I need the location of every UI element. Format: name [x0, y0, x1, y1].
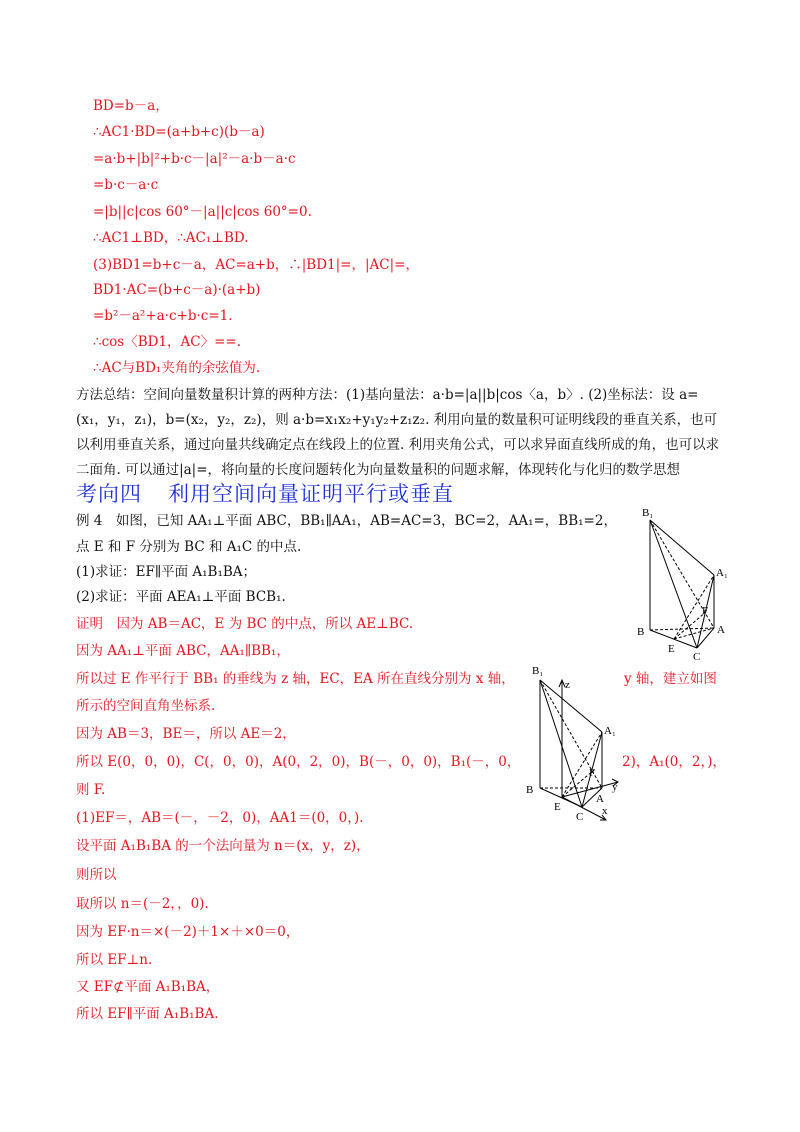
vertex-label-b1: B₁ — [642, 507, 654, 519]
text-line: =|b||c|cos 60°－|a||c|cos 60°=0. — [93, 204, 312, 220]
vertex-label-b1: B₁ — [532, 665, 544, 677]
proof-line: 所以 E(0，0，0)，C(，0，0)，A(0，2，0)，B(－，0，0)，B₁(－，0， — [76, 754, 521, 770]
method-summary: 方法总结：空间向量数量积计算的两种方法：(1)基向量法：a·b=|a||b|cos〈a，b〉. (2)坐标法：设 a=(x₁，y₁，z₁)，b=(x₂，y₂，z₂)，则 a·b=x₁x₂+y₁y₂+z₁z₂. 利用向量的数量积可证明线段的垂直关系，也可以利用垂直关系，通过向量共线确定点在线段上的位置. 利用夹角公式，可以求异面直线所成的角，也可以求二面角. 可以通过|a|=，将向量的长度问题转化为向量数量积的问题求解，体现转化与化归的数学思想 — [76, 387, 720, 478]
example-line: 例 4 如图，已知 AA₁⊥平面 ABC，BB₁∥AA₁，AB=AC=3，BC=2，AA₁=，BB₁=2， — [76, 513, 617, 529]
proof-line: 2)，A₁(0，2，)， — [622, 754, 726, 770]
example-line: 点 E 和 F 分别为 BC 和 A₁C 的中点. — [76, 539, 302, 555]
proof-line: 则 F. — [76, 782, 106, 798]
question-1: (1)求证：EF∥平面 A₁B₁BA； — [76, 564, 257, 580]
text-line: =a·b+|b|²+b·c－|a|²－a·b－a·c — [93, 151, 296, 167]
text-line: ∴AC1·BD=(a+b+c)(b－a) — [93, 124, 265, 140]
text-line: ∴AC1⊥BD，∴AC₁⊥BD. — [93, 230, 249, 246]
proof-line: 又 EF⊄平面 A₁B₁BA， — [76, 979, 220, 995]
geometry-figure-1 — [632, 500, 742, 665]
proof-line: 所以 EF∥平面 A₁B₁BA. — [76, 1006, 219, 1022]
vertex-label-c: C — [693, 651, 701, 663]
proof-line: 设平面 A₁B₁BA 的一个法向量为 n＝(x，y，z)， — [76, 838, 370, 854]
vertex-label-b: B — [526, 784, 534, 796]
proof-line: 因为 AB＝3，BE＝，所以 AE＝2， — [76, 726, 296, 742]
proof-line: 因为 EF·n＝×(－2)＋1×＋×0＝0， — [76, 924, 300, 940]
proof-line: 所示的空间直角坐标系. — [76, 698, 216, 714]
text-line: =b²－a²+a·c+b·c=1. — [93, 308, 233, 324]
vertex-label-a: A — [596, 793, 604, 805]
proof-line: 取所以 n＝(－2，，0). — [76, 896, 209, 912]
text-line: (3)BD1=b+c－a，AC=a+b，∴|BD1|=，|AC|=， — [93, 257, 419, 273]
vertex-label-a1: A₁ — [716, 567, 728, 579]
axis-label-x: x — [602, 805, 608, 817]
section-heading — [76, 478, 454, 508]
proof-line: (1)EF＝，AB＝(－，－2，0)，AA1＝(0，0，). — [76, 810, 364, 826]
text-line: ∴cos〈BD1，AC〉==. — [93, 334, 242, 350]
text-line: BD=b－a， — [93, 98, 169, 114]
text-line: =b·c－a·c — [93, 177, 159, 193]
axis-label-y: y — [612, 781, 618, 793]
proof-line: 所以 EF⊥n. — [76, 952, 153, 968]
vertex-label-e: E — [668, 643, 675, 655]
question-2: (2)求证：平面 AEA₁⊥平面 BCB₁. — [76, 589, 286, 605]
vertex-label-a1: A₁ — [604, 725, 616, 737]
proof-line: 所以过 E 作平行于 BB₁ 的垂线为 z 轴，EC，EA 所在直线分别为 x 轴， — [76, 671, 515, 687]
vertex-label-f: F — [589, 767, 596, 779]
text-line: BD1·AC=(b+c－a)·(a+b) — [93, 282, 261, 298]
proof-line: 因为 AA₁⊥平面 ABC，AA₁∥BB₁， — [76, 643, 290, 659]
text-line: ∴AC与BD₁夹角的余弦值为. — [93, 360, 261, 376]
vertex-label-f: F — [702, 605, 709, 617]
geometry-figure-2 — [518, 660, 622, 828]
vertex-label-e: E — [554, 801, 561, 813]
vertex-label-c: C — [576, 811, 584, 823]
proof-line: 则所以 — [76, 867, 117, 883]
section-label: 考向四 — [76, 482, 142, 506]
proof-line: 证明 因为 AB＝AC，E 为 BC 的中点，所以 AE⊥BC. — [76, 616, 414, 632]
axis-label-z: z — [565, 679, 570, 691]
proof-line: y 轴，建立如图 — [624, 671, 717, 687]
vertex-label-b: B — [637, 626, 645, 638]
section-title: 利用空间向量证明平行或垂直 — [168, 482, 454, 506]
vertex-label-a: A — [717, 624, 725, 636]
